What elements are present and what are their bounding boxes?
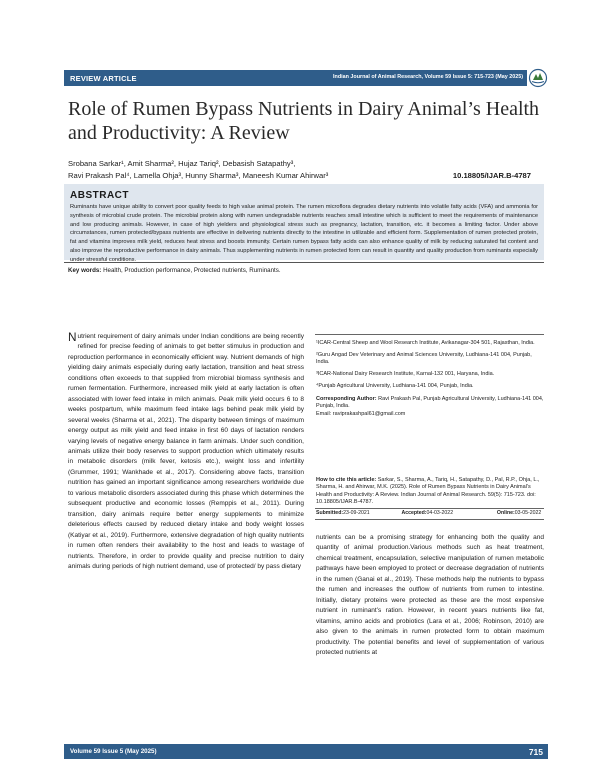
online-date <box>497 510 541 516</box>
submitted-date <box>316 510 394 516</box>
affiliation: ³ICAR-National Dairy Research Institute, Karnal-132 001, Haryana, India. <box>316 370 495 377</box>
divider <box>64 262 544 263</box>
article-title: Role of Rumen Bypass Nutrients in Dairy Animal’s Health and Productivity: A Review <box>68 98 540 144</box>
body-column-right <box>316 533 544 658</box>
accepted-value: 04-03-2022 <box>426 510 454 516</box>
accepted-date <box>401 510 495 516</box>
affiliation: ⁴Punjab Agricultural University, Ludhiana-141 004, Punjab, India. <box>316 382 474 389</box>
online-label: Online: <box>496 510 515 516</box>
footer-issue: Volume 59 Issue 5 (May 2025) <box>70 748 157 755</box>
affiliations-block <box>316 340 544 422</box>
citation-text: Sarkar, S., Sharma, A., Tariq, H., Satapathy, D., Pal, R.P., Ohja, L., Sharma, H. and Ahirwar, M.K. (2025). Role of Rumen Bypass Nutrients in Dairy Animal’s Health and Productivity: A Review. Indian Journal of Animal Research. 59(5): 715-723. doi: 10.18805/IJAR.B-4787. <box>316 477 540 505</box>
accepted-label: Accepted: <box>401 510 427 516</box>
section-label: REVIEW ARTICLE <box>70 73 137 83</box>
corresponding-text: Ravi Prakash Pal, Punjab Agricultural University, Ludhiana-141 004, Punjab, India. <box>316 395 544 410</box>
affiliation: ¹ICAR-Central Sheep and Wool Research Institute, Avikanagar-304 501, Rajasthan, India. <box>316 340 535 346</box>
authors-line-2: Ravi Prakash Pal⁴, Lamella Ohja³, Hunny Sharma³, Maneesh Kumar Ahirwar³ <box>68 171 329 180</box>
divider <box>315 508 544 509</box>
email[interactable]: Email: raviprakashpal61@gmail.com <box>316 410 406 417</box>
corresponding-label: Corresponding Author: <box>316 395 377 402</box>
abstract-heading: ABSTRACT <box>70 190 129 201</box>
dates-row <box>316 510 544 516</box>
keywords-label: Key words: <box>68 267 102 274</box>
drop-cap: N <box>68 330 77 344</box>
page-number: 715 <box>528 746 543 757</box>
body-paragraph <box>68 332 304 572</box>
abstract-text: Ruminants have unique ability to convert poor quality feeds to high value animal protein. The rumen microflora degrades dietary nutrients into volatile fatty acids (VFA) and ammonia for synthesis of microbial crude protein. The microbial protein along with rumen undegradable nutrients reaches small intestine which is sufficient to meet the requirements of maintenance and low producing animals. However, in case of high yielders and physiological stress such as pregnancy, lactation, transition, etc. it becomes a limiting factor. Under above circumstances, rumen protected/bypass nutrients are effective in delivering nutrients directly to the intestine in utilizable and efficient form. Supplementation of rumen protected protein, fat and vitamins improves milk yield, reduces heat stress and boosts immunity. Certain rumen bypass fatty acids can also enhance quality of milk by reducing saturated fat content and also improve the reproductive performance in dairy animals. Thus supplementing nutrients in rumen protected form can result in quantity and quality production from ruminants especially under stressful conditions. <box>70 204 538 263</box>
authors-line-1: Srobana Sarkar¹, Amit Sharma², Hujaz Tariq², Debasish Satapathy³, <box>68 159 296 168</box>
keywords <box>68 267 281 274</box>
body-column-left <box>68 332 304 572</box>
abstract-box <box>64 184 544 263</box>
arcc-journal-logo-icon <box>528 68 548 88</box>
citation <box>316 477 544 506</box>
keywords-text: Health, Production performance, Protected nutrients, Ruminants. <box>101 267 281 274</box>
submitted-value: 23-09-2021 <box>343 510 370 516</box>
affiliation: ²Guru Angad Dev Veterinary and Animal Sciences University, Ludhiana-141 004, Punjab, India. <box>316 351 532 366</box>
divider <box>315 519 544 520</box>
body-text-left: utrient requirement of dairy animals under Indian conditions are being recently refined for precise feeding of animals to get better stimulus in production and reproduction performance in economically efficient way. Nutrient demands of high yielding dairy animals especially during early lactation, transition and heat stress conditions often exceeds to that supplied from microbial biomass synthesis and rumen fermentation. Furthermore, increased milk yield at early lactation is often associated with lower feed intake in milch animals. Peak milk yield occurs 6 to 8 weeks postpartum, while maximum feed intake lags behind peak milk yield by several weeks (Sharma et al., 2021). The disparity between timings of maximum energy output as milk yield and feed intake in first 60 days of lactation renders varying levels of negative energy balance in farm animals. Under such condition, animals utilize their body reserves to support production which ultimately results in metabolic disorders (milk fever, ketosis etc.), weight loss and infertility (Grummer, 1991; Wankhade et al., 2017). Considering above facts, transition nutrition has gained an important significance among researchers worldwide due to various metabolic disorders associated during this phase which determines the subsequent productive and economic losses (Remppis et al., 2011). During transition, dairy animals require better energy supplements to minimize deleterious effects caused by reduced dietary intake and body weight losses (Katiyar et al., 2019). Furthermore, extensive degradation of high quality nutrients in rumen often renders their availability to the host and leads to wastage of nutrients. Therefore, in order to provide quality and precise nutrition to dairy animals during periods of high nutrient demand, use of protected/ by pass dietary <box>68 333 304 570</box>
journal-info: Indian Journal of Animal Research, Volume 59 Issue 5: 715-723 (May 2025) <box>333 74 523 80</box>
doi[interactable]: 10.18805/IJAR.B-4787 <box>452 171 531 180</box>
corresponding-author <box>316 396 544 418</box>
divider <box>315 334 544 335</box>
citation-label: How to cite this article: <box>316 477 377 483</box>
submitted-label: Submitted: <box>316 510 344 516</box>
header-band <box>64 70 527 86</box>
body-text-right: nutrients can be a promising strategy for enhancing both the quality and quantity of animal production.Various methods such as heat treatment, chemical treatment, encapsulation, selective manipulation of rumen metabolic pathways have been employed to protect or decrease degradation of nutrients in the rumen (Ganai et al., 2019). These methods help the nutrients to bypass the rumen and increases the outflow of nutrients from rumen to intestine. Initially, dietary proteins were protected as these are the most expensive nutrient in ruminant’s ration. However, in recent years nutrients like fat, vitamins, amino acids and probiotics (Lara et al., 2006; Robinson, 2010) are also given to the animals in rumen protected form to obtain maximum productivity. The potential benefits and level of supplementation of various protected nutrients at <box>316 534 544 656</box>
online-value: 03-05-2022 <box>514 510 542 516</box>
footer-band <box>64 744 548 759</box>
